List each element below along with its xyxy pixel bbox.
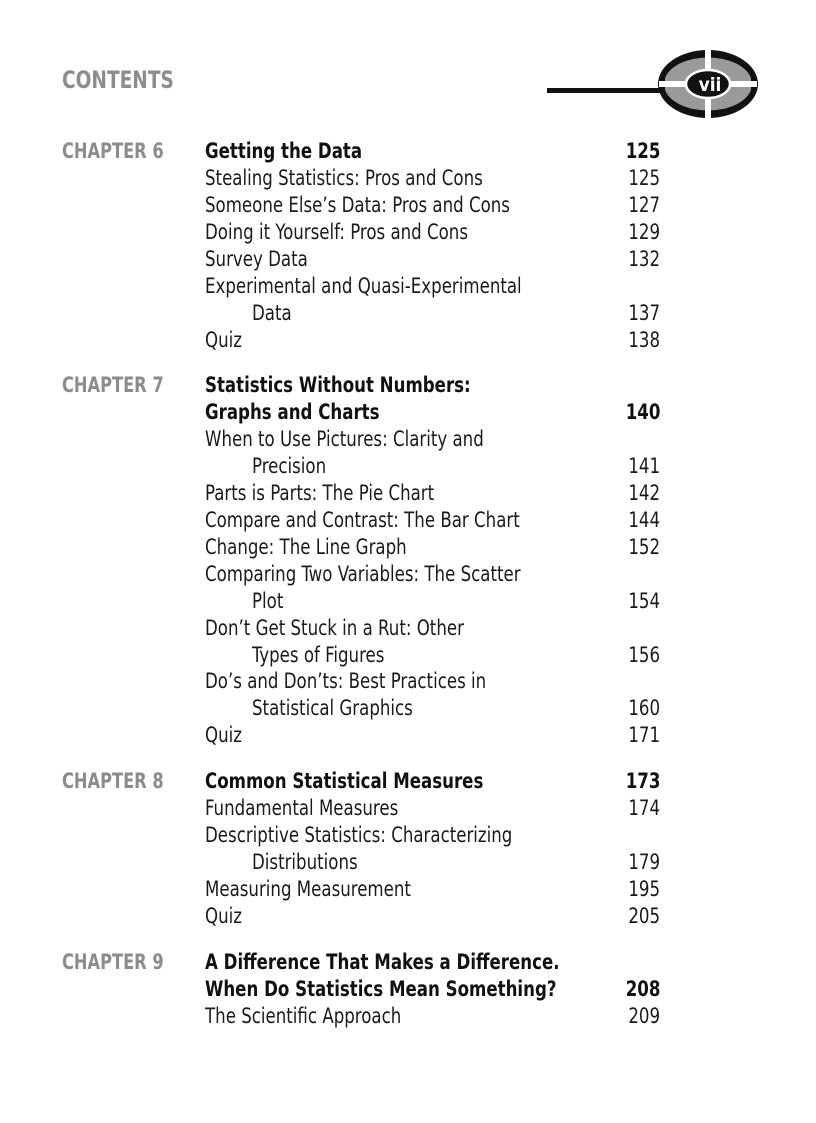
entry-title: Common Statistical Measures [205, 769, 484, 793]
entry-title: Distributions [252, 850, 358, 874]
toc-entry[interactable] [205, 796, 660, 823]
toc-entry[interactable] [205, 723, 660, 750]
toc-entry[interactable] [205, 328, 660, 355]
toc-entry[interactable] [205, 400, 660, 427]
contents-heading: CONTENTS [62, 66, 174, 94]
entry-title: Precision [252, 454, 327, 478]
entry-title: The Scientific Approach [205, 1004, 402, 1028]
chapter-label: CHAPTER 7 [62, 373, 164, 397]
entry-title: When Do Statistics Mean Something? [205, 977, 557, 1001]
entry-page: 152 [628, 535, 660, 559]
toc-entry[interactable] [205, 139, 660, 166]
entry-title: Quiz [205, 904, 242, 928]
toc-entry-continuation[interactable] [205, 589, 660, 616]
entry-page: 141 [628, 454, 660, 478]
toc-entry[interactable] [205, 669, 660, 696]
toc-entry[interactable] [205, 193, 660, 220]
entry-page: 127 [628, 193, 660, 217]
entry-page: 205 [628, 904, 660, 928]
entry-title: Compare and Contrast: The Bar Chart [205, 508, 520, 532]
entry-title: Quiz [205, 723, 242, 747]
entry-title: Types of Figures [252, 643, 385, 667]
entry-page: 125 [625, 139, 660, 163]
toc-entry[interactable] [205, 220, 660, 247]
toc-entry[interactable] [205, 769, 660, 796]
toc-entry[interactable] [205, 877, 660, 904]
entry-page: 132 [628, 247, 660, 271]
toc-entry[interactable] [205, 823, 660, 850]
toc-entry[interactable] [205, 904, 660, 931]
entry-title: Change: The Line Graph [205, 535, 407, 559]
entry-page: 209 [628, 1004, 660, 1028]
toc-entry[interactable] [205, 616, 660, 643]
toc-entry[interactable] [205, 481, 660, 508]
toc-entry-continuation[interactable] [205, 643, 660, 670]
entry-title: Doing it Yourself: Pros and Cons [205, 220, 468, 244]
entry-page: 142 [628, 481, 660, 505]
entry-title: Comparing Two Variables: The Scatter [205, 562, 521, 586]
entry-title: Data [252, 301, 292, 325]
entry-title: Survey Data [205, 247, 308, 271]
entry-page: 144 [628, 508, 660, 532]
toc-entry[interactable] [205, 977, 660, 1004]
entry-title: Measuring Measurement [205, 877, 411, 901]
entry-page: 160 [628, 696, 660, 720]
entry-page: 125 [628, 166, 660, 190]
entry-title: Someone Else’s Data: Pros and Cons [205, 193, 510, 217]
toc-entry[interactable] [205, 562, 660, 589]
toc-entry-continuation[interactable] [205, 696, 660, 723]
entry-page: 179 [628, 850, 660, 874]
entry-page: 138 [628, 328, 660, 352]
entry-title: A Difference That Makes a Difference. [205, 950, 560, 974]
toc-entry[interactable] [205, 535, 660, 562]
toc-entry[interactable] [205, 427, 660, 454]
entry-title: Stealing Statistics: Pros and Cons [205, 166, 483, 190]
entry-title: Statistical Graphics [252, 696, 413, 720]
chapter-label: CHAPTER 9 [62, 950, 164, 974]
entry-page: 137 [628, 301, 660, 325]
entry-page: 174 [628, 796, 660, 820]
entry-title: Don’t Get Stuck in a Rut: Other [205, 616, 464, 640]
toc-entry[interactable] [205, 1004, 660, 1031]
entry-title: Do’s and Don’ts: Best Practices in [205, 669, 487, 693]
entry-title: Experimental and Quasi-Experimental [205, 274, 522, 298]
entry-title: Descriptive Statistics: Characterizing [205, 823, 513, 847]
toc-entry-continuation[interactable] [205, 301, 660, 328]
entry-page: 154 [628, 589, 660, 613]
entry-title: Fundamental Measures [205, 796, 399, 820]
entry-title: When to Use Pictures: Clarity and [205, 427, 484, 451]
entry-page: 195 [628, 877, 660, 901]
entry-page: 156 [628, 643, 660, 667]
entry-title: Parts is Parts: The Pie Chart [205, 481, 435, 505]
toc-entry[interactable] [205, 950, 660, 977]
toc-entry[interactable] [205, 166, 660, 193]
toc-entry-continuation[interactable] [205, 850, 660, 877]
toc-entry[interactable] [205, 508, 660, 535]
chapter-label: CHAPTER 8 [62, 769, 164, 793]
toc-entry[interactable] [205, 274, 660, 301]
entry-page: 173 [625, 769, 660, 793]
toc-entry[interactable] [205, 247, 660, 274]
toc-entry[interactable] [205, 373, 660, 400]
entry-title: Quiz [205, 328, 242, 352]
entry-title: Statistics Without Numbers: [205, 373, 471, 397]
entry-title: Plot [252, 589, 284, 613]
entry-page: 171 [628, 723, 660, 747]
page-number: vii [698, 74, 722, 96]
entry-title: Graphs and Charts [205, 400, 380, 424]
entry-title: Getting the Data [205, 139, 363, 163]
toc-entry-continuation[interactable] [205, 454, 660, 481]
chapter-label: CHAPTER 6 [62, 139, 164, 163]
entry-page: 129 [628, 220, 660, 244]
entry-page: 208 [625, 977, 660, 1001]
entry-page: 140 [625, 400, 660, 424]
